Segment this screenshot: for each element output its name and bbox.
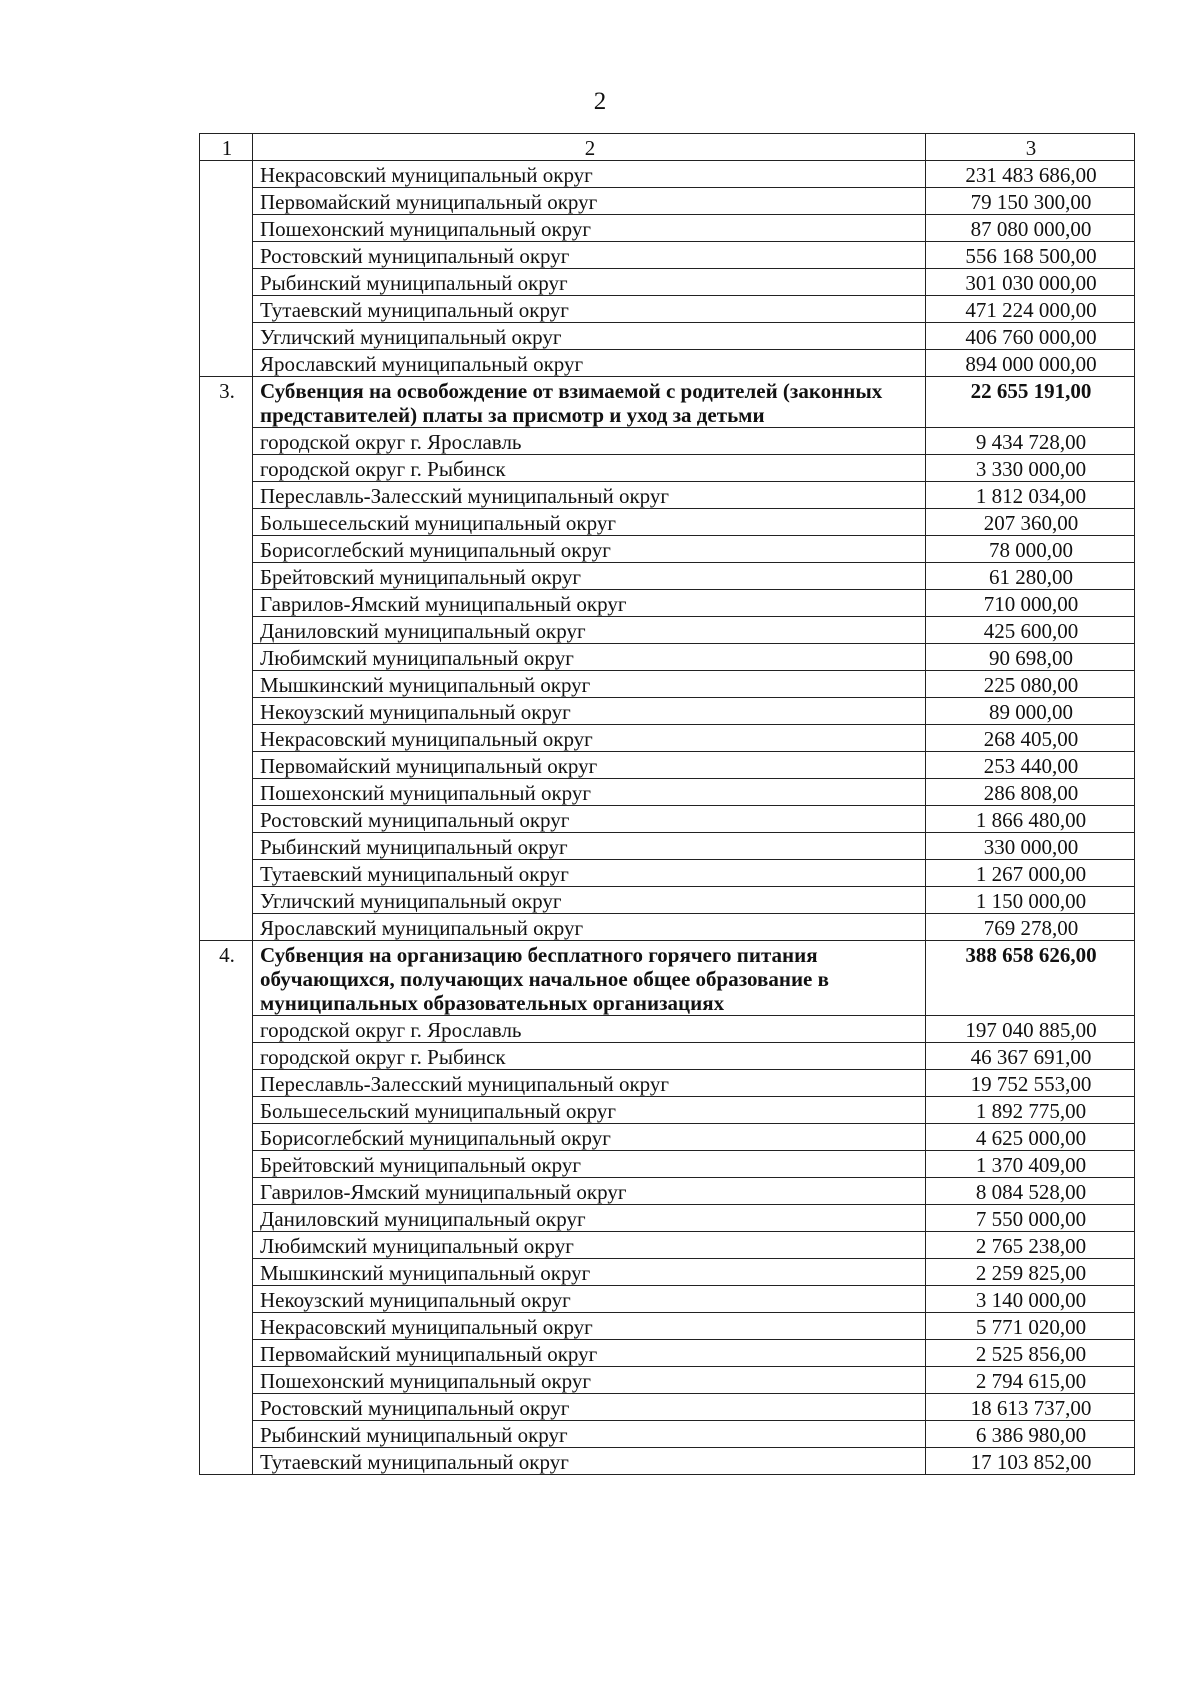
row-index-cell (200, 482, 253, 509)
amount-value: 253 440,00 (926, 752, 1135, 779)
amount-value: 710 000,00 (926, 590, 1135, 617)
amount-value: 6 386 980,00 (926, 1421, 1135, 1448)
table-row (200, 323, 1135, 350)
table-row (200, 698, 1135, 725)
amount-value: 5 771 020,00 (926, 1313, 1135, 1340)
subsidy-table-body (200, 134, 1135, 1475)
row-index-cell (200, 350, 253, 377)
amount-value: 556 168 500,00 (926, 242, 1135, 269)
amount-value: 1 866 480,00 (926, 806, 1135, 833)
table-row (200, 1340, 1135, 1367)
table-row (200, 1259, 1135, 1286)
table-row (200, 455, 1135, 482)
header-col-3: 3 (926, 134, 1135, 161)
amount-value: 79 150 300,00 (926, 188, 1135, 215)
table-row (200, 644, 1135, 671)
row-index-cell (200, 590, 253, 617)
row-index-cell (200, 1097, 253, 1124)
section-total: 22 655 191,00 (926, 377, 1135, 428)
row-index-cell (200, 188, 253, 215)
table-row (200, 806, 1135, 833)
row-index-cell (200, 1232, 253, 1259)
row-index-cell (200, 269, 253, 296)
municipality-name: Ростовский муниципальный округ (253, 1394, 926, 1421)
municipality-name: Ростовский муниципальный округ (253, 242, 926, 269)
amount-value: 46 367 691,00 (926, 1043, 1135, 1070)
subsidy-table (199, 133, 1135, 1475)
row-index-cell (200, 1367, 253, 1394)
table-row (200, 1178, 1135, 1205)
table-row (200, 428, 1135, 455)
municipality-name: Первомайский муниципальный округ (253, 1340, 926, 1367)
amount-value: 286 808,00 (926, 779, 1135, 806)
amount-value: 1 267 000,00 (926, 860, 1135, 887)
table-row (200, 1232, 1135, 1259)
section-header-row (200, 941, 1135, 1016)
municipality-name: Большесельский муниципальный округ (253, 509, 926, 536)
row-index-cell (200, 1070, 253, 1097)
table-row (200, 617, 1135, 644)
municipality-name: Тутаевский муниципальный округ (253, 296, 926, 323)
row-index-cell (200, 428, 253, 455)
amount-value: 197 040 885,00 (926, 1016, 1135, 1043)
municipality-name: Переславль-Залесский муниципальный округ (253, 482, 926, 509)
row-index-cell (200, 509, 253, 536)
row-index-cell (200, 617, 253, 644)
table-row (200, 215, 1135, 242)
row-index-cell (200, 536, 253, 563)
table-row (200, 671, 1135, 698)
table-row (200, 296, 1135, 323)
amount-value: 268 405,00 (926, 725, 1135, 752)
amount-value: 1 812 034,00 (926, 482, 1135, 509)
table-row (200, 1286, 1135, 1313)
amount-value: 78 000,00 (926, 536, 1135, 563)
section-title: Субвенция на освобождение от взимаемой с родителей (законных представителей) платы за присмотр и уход за детьми (253, 377, 926, 428)
page-number: 2 (593, 88, 607, 115)
amount-value: 330 000,00 (926, 833, 1135, 860)
amount-value: 1 150 000,00 (926, 887, 1135, 914)
amount-value: 7 550 000,00 (926, 1205, 1135, 1232)
row-index-cell (200, 887, 253, 914)
municipality-name: городской округ г. Ярославль (253, 428, 926, 455)
table-row (200, 1313, 1135, 1340)
section-header-row (200, 377, 1135, 428)
table-row (200, 914, 1135, 941)
amount-value: 1 370 409,00 (926, 1151, 1135, 1178)
municipality-name: Мышкинский муниципальный округ (253, 1259, 926, 1286)
row-index-cell (200, 1286, 253, 1313)
table-row (200, 509, 1135, 536)
row-index-cell (200, 1124, 253, 1151)
row-index-cell (200, 1016, 253, 1043)
row-index-cell (200, 1421, 253, 1448)
table-row (200, 1421, 1135, 1448)
table-row (200, 1124, 1135, 1151)
row-index-cell (200, 860, 253, 887)
row-index-cell (200, 1340, 253, 1367)
amount-value: 894 000 000,00 (926, 350, 1135, 377)
municipality-name: Пошехонский муниципальный округ (253, 215, 926, 242)
row-index-cell (200, 671, 253, 698)
amount-value: 3 330 000,00 (926, 455, 1135, 482)
table-row (200, 1070, 1135, 1097)
municipality-name: Некрасовский муниципальный округ (253, 725, 926, 752)
row-index-cell (200, 1205, 253, 1232)
table-row (200, 269, 1135, 296)
amount-value: 231 483 686,00 (926, 161, 1135, 188)
table-row (200, 1394, 1135, 1421)
municipality-name: Первомайский муниципальный округ (253, 188, 926, 215)
header-col-2: 2 (253, 134, 926, 161)
amount-value: 8 084 528,00 (926, 1178, 1135, 1205)
row-index-cell (200, 698, 253, 725)
municipality-name: Тутаевский муниципальный округ (253, 1448, 926, 1475)
amount-value: 90 698,00 (926, 644, 1135, 671)
municipality-name: Переславль-Залесский муниципальный округ (253, 1070, 926, 1097)
row-index-cell (200, 1259, 253, 1286)
row-index-cell (200, 455, 253, 482)
amount-value: 17 103 852,00 (926, 1448, 1135, 1475)
table-row (200, 1205, 1135, 1232)
table-row (200, 1151, 1135, 1178)
row-index-cell (200, 725, 253, 752)
section-total: 388 658 626,00 (926, 941, 1135, 1016)
municipality-name: Брейтовский муниципальный округ (253, 1151, 926, 1178)
table-row (200, 779, 1135, 806)
row-index-cell (200, 779, 253, 806)
municipality-name: Брейтовский муниципальный округ (253, 563, 926, 590)
municipality-name: Ярославский муниципальный округ (253, 350, 926, 377)
table-row (200, 242, 1135, 269)
row-index-cell (200, 806, 253, 833)
municipality-name: Пошехонский муниципальный округ (253, 779, 926, 806)
municipality-name: Рыбинский муниципальный округ (253, 833, 926, 860)
amount-value: 89 000,00 (926, 698, 1135, 725)
amount-value: 425 600,00 (926, 617, 1135, 644)
row-index-cell (200, 1313, 253, 1340)
section-index: 3. (200, 377, 253, 428)
municipality-name: Любимский муниципальный округ (253, 1232, 926, 1259)
amount-value: 225 080,00 (926, 671, 1135, 698)
amount-value: 2 794 615,00 (926, 1367, 1135, 1394)
municipality-name: Тутаевский муниципальный округ (253, 860, 926, 887)
amount-value: 19 752 553,00 (926, 1070, 1135, 1097)
amount-value: 9 434 728,00 (926, 428, 1135, 455)
municipality-name: Некрасовский муниципальный округ (253, 161, 926, 188)
table-row (200, 350, 1135, 377)
section-index: 4. (200, 941, 253, 1016)
municipality-name: Угличский муниципальный округ (253, 323, 926, 350)
row-index-cell (200, 1394, 253, 1421)
municipality-name: Некоузский муниципальный округ (253, 698, 926, 725)
amount-value: 2 259 825,00 (926, 1259, 1135, 1286)
table-row (200, 752, 1135, 779)
amount-value: 3 140 000,00 (926, 1286, 1135, 1313)
municipality-name: Любимский муниципальный округ (253, 644, 926, 671)
table-row (200, 563, 1135, 590)
municipality-name: Даниловский муниципальный округ (253, 1205, 926, 1232)
row-index-cell (200, 323, 253, 350)
municipality-name: Ростовский муниципальный округ (253, 806, 926, 833)
row-index-cell (200, 215, 253, 242)
amount-value: 61 280,00 (926, 563, 1135, 590)
municipality-name: Некоузский муниципальный округ (253, 1286, 926, 1313)
row-index-cell (200, 1151, 253, 1178)
municipality-name: Большесельский муниципальный округ (253, 1097, 926, 1124)
municipality-name: Рыбинский муниципальный округ (253, 269, 926, 296)
table-header-row (200, 134, 1135, 161)
municipality-name: Угличский муниципальный округ (253, 887, 926, 914)
table-row (200, 161, 1135, 188)
table-row (200, 1367, 1135, 1394)
municipality-name: Гаврилов-Ямский муниципальный округ (253, 590, 926, 617)
amount-value: 207 360,00 (926, 509, 1135, 536)
subsidy-table-wrapper (199, 133, 1134, 1475)
amount-value: 2 765 238,00 (926, 1232, 1135, 1259)
row-index-cell (200, 752, 253, 779)
municipality-name: Борисоглебский муниципальный округ (253, 536, 926, 563)
row-index-cell (200, 644, 253, 671)
table-row (200, 188, 1135, 215)
row-index-cell (200, 1178, 253, 1205)
municipality-name: Даниловский муниципальный округ (253, 617, 926, 644)
table-row (200, 833, 1135, 860)
amount-value: 4 625 000,00 (926, 1124, 1135, 1151)
table-row (200, 887, 1135, 914)
municipality-name: Борисоглебский муниципальный округ (253, 1124, 926, 1151)
section-title: Субвенция на организацию бесплатного горячего питания обучающихся, получающих начальное общее образование в муниципальных образовательных организациях (253, 941, 926, 1016)
municipality-name: городской округ г. Рыбинск (253, 1043, 926, 1070)
row-index-cell (200, 1043, 253, 1070)
amount-value: 87 080 000,00 (926, 215, 1135, 242)
amount-value: 2 525 856,00 (926, 1340, 1135, 1367)
municipality-name: городской округ г. Рыбинск (253, 455, 926, 482)
amount-value: 1 892 775,00 (926, 1097, 1135, 1124)
header-col-1: 1 (200, 134, 253, 161)
municipality-name: городской округ г. Ярославль (253, 1016, 926, 1043)
table-row (200, 1448, 1135, 1475)
amount-value: 18 613 737,00 (926, 1394, 1135, 1421)
row-index-cell (200, 833, 253, 860)
table-row (200, 1043, 1135, 1070)
municipality-name: Гаврилов-Ямский муниципальный округ (253, 1178, 926, 1205)
municipality-name: Пошехонский муниципальный округ (253, 1367, 926, 1394)
amount-value: 406 760 000,00 (926, 323, 1135, 350)
municipality-name: Мышкинский муниципальный округ (253, 671, 926, 698)
amount-value: 769 278,00 (926, 914, 1135, 941)
table-row (200, 725, 1135, 752)
table-row (200, 1016, 1135, 1043)
row-index-cell (200, 161, 253, 188)
row-index-cell (200, 242, 253, 269)
table-row (200, 590, 1135, 617)
table-row (200, 860, 1135, 887)
table-row (200, 482, 1135, 509)
row-index-cell (200, 563, 253, 590)
table-row (200, 1097, 1135, 1124)
municipality-name: Некрасовский муниципальный округ (253, 1313, 926, 1340)
municipality-name: Ярославский муниципальный округ (253, 914, 926, 941)
row-index-cell (200, 914, 253, 941)
row-index-cell (200, 1448, 253, 1475)
municipality-name: Первомайский муниципальный округ (253, 752, 926, 779)
amount-value: 301 030 000,00 (926, 269, 1135, 296)
municipality-name: Рыбинский муниципальный округ (253, 1421, 926, 1448)
amount-value: 471 224 000,00 (926, 296, 1135, 323)
table-row (200, 536, 1135, 563)
row-index-cell (200, 296, 253, 323)
